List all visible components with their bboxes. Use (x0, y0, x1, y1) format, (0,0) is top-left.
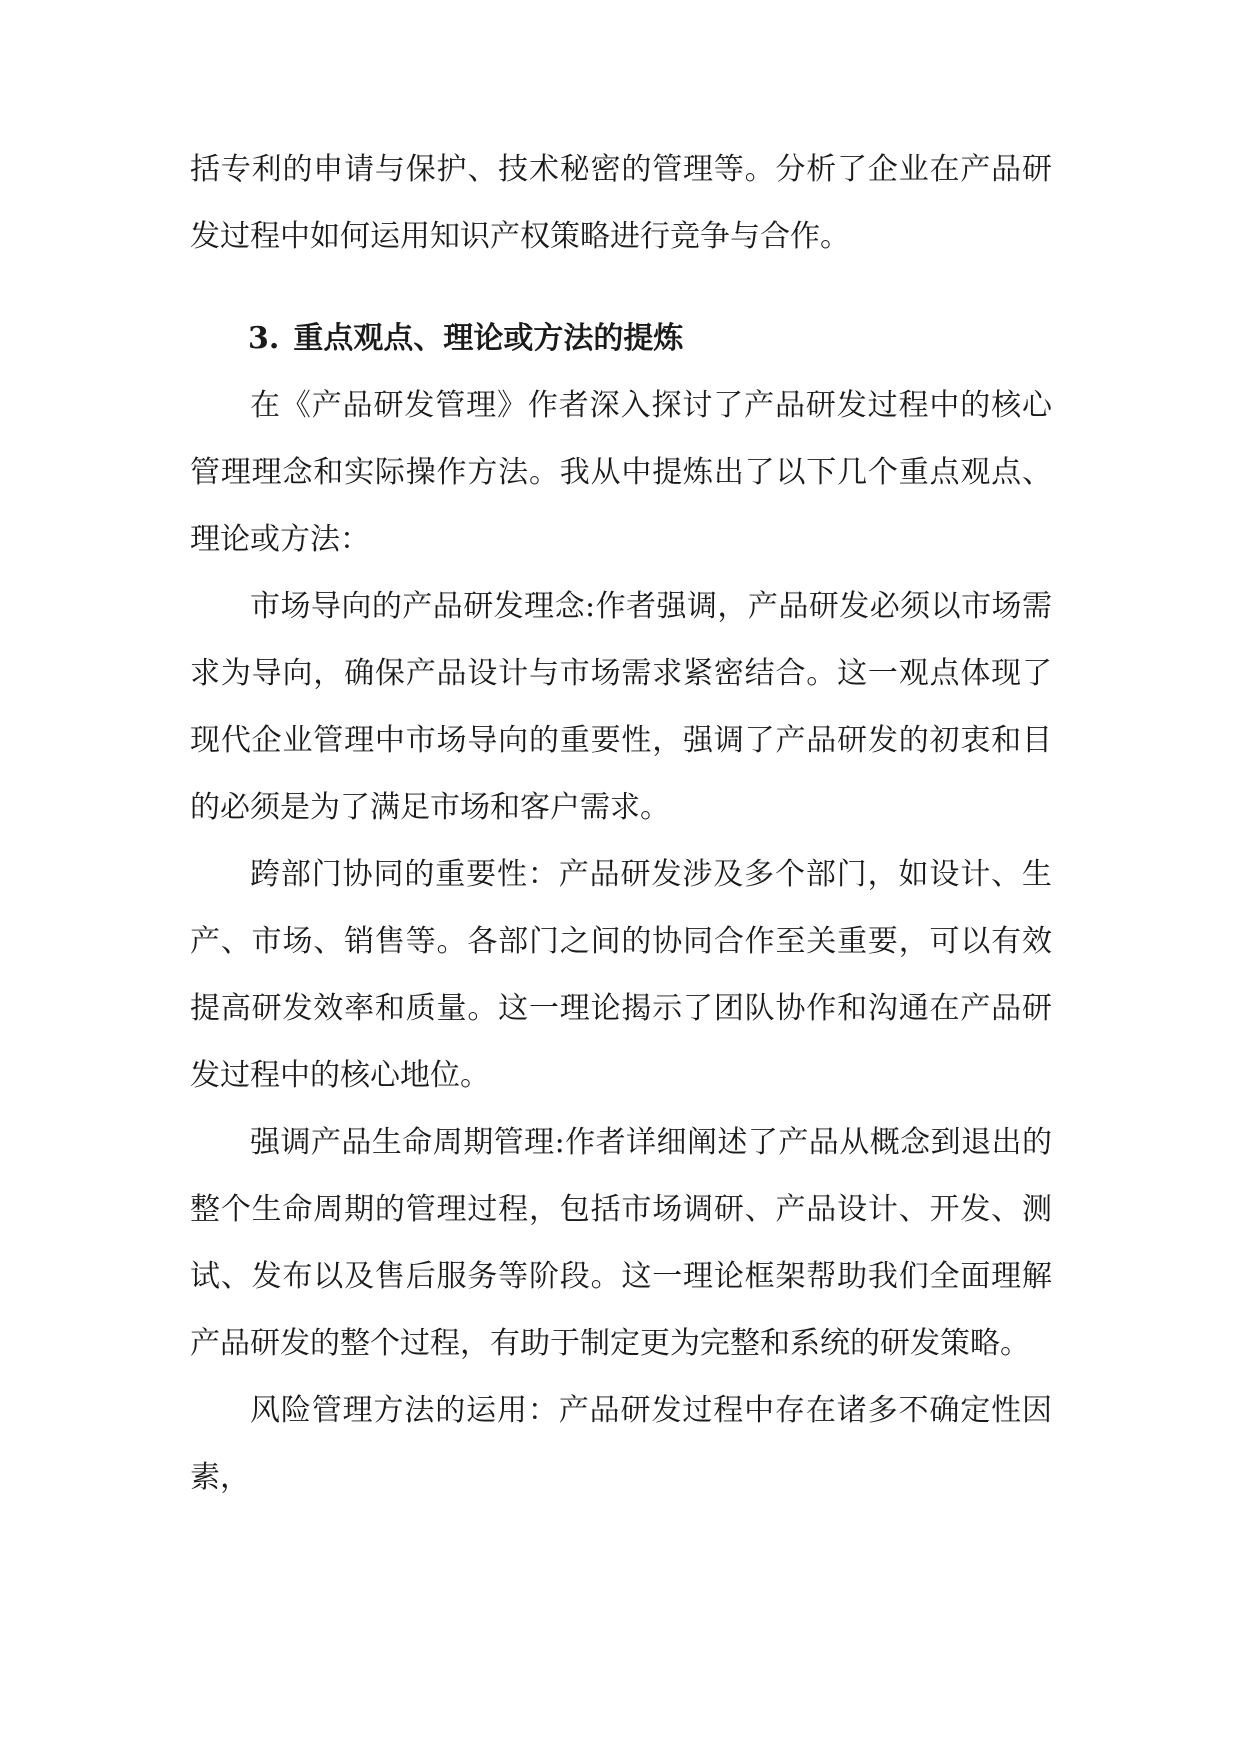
paragraph-market-orientation: 市场导向的产品研发理念:作者强调，产品研发必须以市场需求为导向，确保产品设计与市场需求紧密结合。这一观点体现了现代企业管理中市场导向的重要性，强调了产品研发的初衷和目的必须是为了满足市场和客户需求。 (190, 589, 1052, 825)
section-title: 重点观点、理论或方法的提炼 (293, 321, 684, 356)
document-body (190, 136, 1052, 1511)
intro-paragraph: 括专利的申请与保护、技术秘密的管理等。分析了企业在产品研发过程中如何运用知识产权策略进行竞争与合作。 (190, 152, 1052, 254)
paragraph-lifecycle: 强调产品生命周期管理:作者详细阐述了产品从概念到退出的整个生命周期的管理过程，包括市场调研、产品设计、开发、测试、发布以及售后服务等阶段。这一理论框架帮助我们全面理解产品研发的整个过程，有助于制定更为完整和系统的研发策略。 (190, 1125, 1052, 1361)
paragraph-overview: 在《产品研发管理》作者深入探讨了产品研发过程中的核心管理理念和实际操作方法。我从中提炼出了以下几个重点观点、理论或方法： (190, 388, 1052, 557)
paragraph-risk-management: 风险管理方法的运用：产品研发过程中存在诸多不确定性因素， (190, 1393, 1052, 1495)
section-number: 3. (248, 321, 280, 356)
section-heading (190, 305, 1052, 372)
paragraph-cross-department: 跨部门协同的重要性：产品研发涉及多个部门，如设计、生产、市场、销售等。各部门之间的协同合作至关重要，可以有效提高研发效率和质量。这一理论揭示了团队协作和沟通在产品研发过程中的核心地位。 (190, 857, 1052, 1093)
